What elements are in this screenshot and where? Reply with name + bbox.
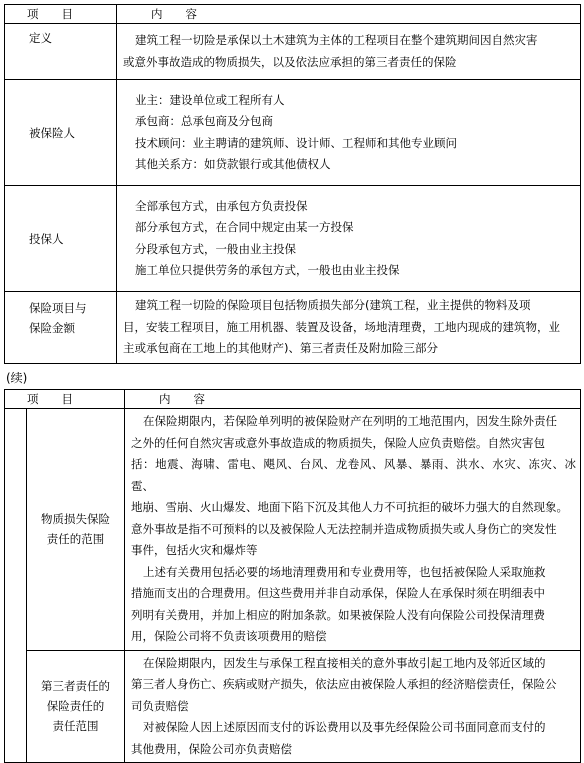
label-line: 保险金额 — [29, 321, 75, 335]
content-line: 地崩、雪崩、火山爆发、地面下陷下沉及其他人力不可抗拒的破坏力强大的自然现象。 — [131, 500, 568, 514]
blank-cell — [5, 409, 27, 763]
content-line: 其他费用，保险公司亦负责赔偿 — [131, 741, 292, 756]
header-content: 内 容 — [117, 5, 581, 24]
content-line: 建筑工程一切险是承保以土木建筑为主体的工程项目在整个建筑期间因自然灾害 — [135, 33, 538, 47]
content-line: 括：地震、海啸、雷电、飓风、台风、龙卷风、风暴、暴雨、洪水、水灾、冻灾、冰雹、 — [131, 457, 576, 493]
row-label — [5, 292, 117, 364]
insurance-table-2 — [4, 389, 581, 763]
content-line: 全部承包方式，由承包方负责投保 — [135, 198, 308, 213]
label-line: 保险项目与 — [29, 301, 87, 315]
table-row — [5, 650, 581, 763]
label-line: 物质损失保险 — [41, 512, 110, 527]
content-line: 用，保险公司将不负责该项费用的赔偿 — [131, 629, 327, 643]
row-label — [5, 186, 117, 292]
header-item: 项 目 — [5, 5, 117, 24]
content-line: 建筑工程一切险的保险项目包括物质损失部分(建筑工程，业主提供的物料及项 — [135, 298, 531, 313]
content-line: 在保险期限内，若保险单列明的被保险财产在列明的工地范围内，因发生除外责任 — [143, 414, 557, 428]
row-label — [5, 24, 117, 80]
content-line: 部分承包方式，在合同中规定由某一方投保 — [135, 220, 354, 234]
content-line: 意外事故是指不可预料的以及被保险人无法控制并造成物质损失或人身伤亡的突发性 — [131, 521, 557, 536]
table-row — [5, 292, 581, 364]
content-line: 业主：建设单位或工程所有人 — [135, 92, 285, 107]
content-line: 第三者人身伤亡、疾病或财产损失，依法应由被保险人承担的经济赔偿责任，保险公 — [131, 677, 557, 691]
content-line: 措施而支出的合理费用。但这些费用并非自动承保，保险人在承保时须在明细表中 — [131, 586, 545, 600]
label-line: 定义 — [29, 31, 52, 45]
content-line: 分段承包方式，一般由业主投保 — [135, 241, 296, 256]
content-line: 主或承包商在工地上的其他财产)、第三者责任及附加险三部分 — [123, 341, 438, 356]
content-line: 目，安装工程项目，施工用机器、装置及设备，场地清理费，工地内现成的建筑物，业 — [123, 319, 560, 334]
content-line: 承包商：总承包商及分包商 — [135, 114, 273, 128]
row-content — [117, 292, 581, 364]
table-row — [5, 80, 581, 186]
content-line: 之外的任何自然灾害或意外事故造成的物质损失，保险人应负责赔偿。自然灾害包 — [131, 435, 545, 450]
insurance-table-1 — [4, 4, 581, 364]
row-label — [5, 80, 117, 186]
row-content — [117, 186, 581, 292]
content-line: 在保险期限内，因发生与承保工程直接相关的意外事故引起工地内及邻近区域的 — [143, 655, 546, 670]
label-line: 责任的范围 — [46, 532, 105, 547]
label-line: 第三者责任的 — [41, 679, 110, 694]
table-header — [5, 390, 581, 409]
content-line: 其他关系方：如贷款银行或其他债权人 — [135, 157, 331, 171]
content-line: 司负责赔偿 — [131, 698, 189, 713]
content-line: 或意外事故造成的物质损失，以及依法应承担的第三者责任的保险 — [123, 54, 457, 69]
row-content — [125, 409, 581, 651]
content-line: 列明有关费用，并加上相应的附加条款。如果被保险人没有向保险公司投保清理费 — [131, 607, 545, 622]
content-line: 施工单位只提供劳务的承包方式，一般也由业主投保 — [135, 263, 400, 277]
row-label — [27, 650, 125, 763]
row-content — [125, 650, 581, 763]
row-content — [117, 24, 581, 80]
table-row — [5, 24, 581, 80]
label-line: 被保险人 — [29, 125, 75, 140]
content-line: 上述有关费用包括必要的场地清理费用和专业费用等，也包括被保险人采取施救 — [143, 564, 546, 579]
label-line: 保险责任的 — [46, 699, 105, 714]
header-item: 项 目 — [5, 390, 125, 409]
table-row — [5, 186, 581, 292]
table-row — [5, 409, 581, 651]
table-header — [5, 5, 581, 24]
label-line: 责任范围 — [52, 719, 99, 734]
continued-label: (续) — [6, 371, 28, 385]
content-line: 对被保险人因上述原因而支付的诉讼费用以及事先经保险公司书面同意而支付的 — [143, 720, 546, 734]
content-line: 技术顾问：业主聘请的建筑师、设计师、工程师和其他专业顾问 — [135, 135, 457, 150]
label-line: 投保人 — [29, 231, 64, 246]
row-label — [27, 409, 125, 651]
row-content — [117, 80, 581, 186]
header-content: 内 容 — [125, 390, 581, 409]
content-line: 事件，包括火灾和爆炸等 — [131, 543, 258, 557]
